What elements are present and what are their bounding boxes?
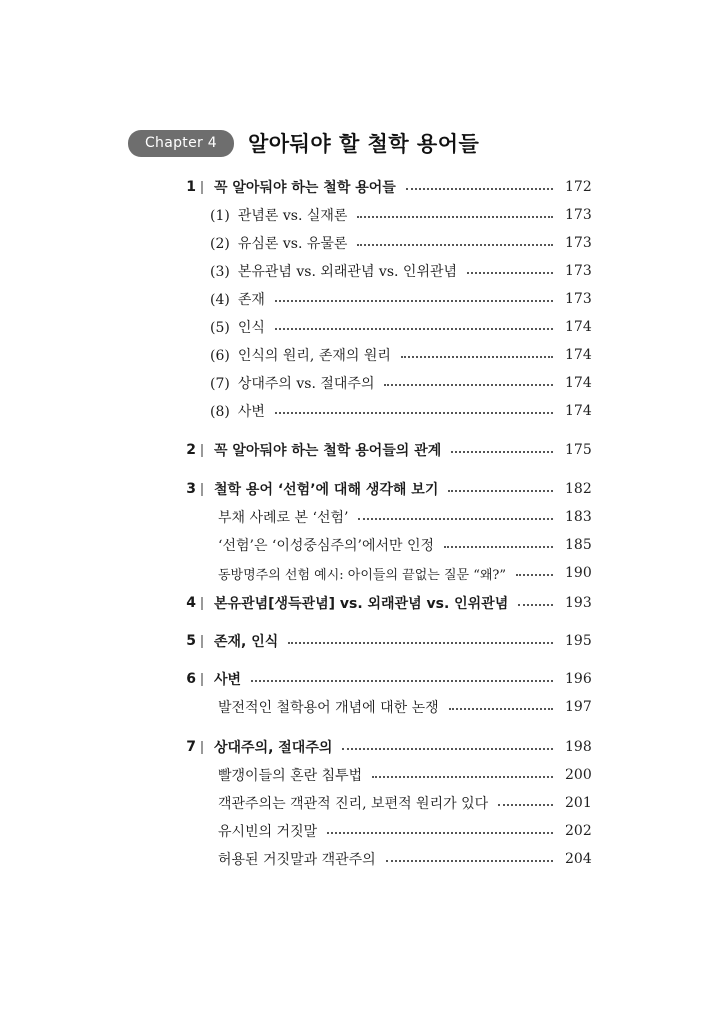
section-title: 사변 xyxy=(214,672,242,688)
toc-section-7[interactable] xyxy=(0,736,723,758)
item-title: 허용된 거짓말과 객관주의 xyxy=(218,852,376,868)
toc-item[interactable] xyxy=(0,400,723,422)
page-number: 190 xyxy=(565,565,592,581)
page-number: 175 xyxy=(565,442,592,458)
toc-item[interactable] xyxy=(0,260,723,282)
dot-leader xyxy=(372,776,553,778)
dot-leader xyxy=(498,804,553,806)
chapter-badge: Chapter 4 xyxy=(128,130,234,157)
section-number: 3 xyxy=(186,481,196,497)
toc-item[interactable] xyxy=(0,316,723,338)
dot-leader xyxy=(251,680,553,682)
item-title: 부채 사례로 본 ‘선험’ xyxy=(218,510,349,526)
page-number: 204 xyxy=(565,851,592,867)
item-title: 본유관념 vs. 외래관념 vs. 인위관념 xyxy=(237,264,458,280)
item-tag: (5) xyxy=(210,320,230,336)
section-number: 4 xyxy=(186,595,196,611)
dot-leader xyxy=(288,642,553,644)
page-number: 173 xyxy=(565,263,592,279)
item-title: 인식 xyxy=(237,320,265,336)
section-title: 꼭 알아둬야 하는 철학 용어들의 관계 xyxy=(214,443,442,459)
section-number: 6 xyxy=(186,671,196,687)
page-number: 173 xyxy=(565,291,592,307)
page-number: 174 xyxy=(565,347,592,363)
page-number: 173 xyxy=(565,235,592,251)
item-title: 유심론 vs. 유물론 xyxy=(237,236,348,252)
dot-leader xyxy=(357,244,553,246)
toc-item[interactable] xyxy=(0,288,723,310)
dot-leader xyxy=(406,188,553,190)
toc-section-1[interactable] xyxy=(0,176,723,198)
section-divider xyxy=(201,181,203,194)
section-divider xyxy=(201,483,203,496)
page-number: 185 xyxy=(565,537,592,553)
section-divider xyxy=(201,741,203,754)
item-title: ‘선험’은 ‘이성중심주의’에서만 인정 xyxy=(218,538,435,554)
page-number: 200 xyxy=(565,767,592,783)
section-divider xyxy=(201,444,203,457)
item-tag: (3) xyxy=(210,264,230,280)
section-number: 2 xyxy=(186,442,196,458)
dot-leader xyxy=(384,384,553,386)
item-tag: (6) xyxy=(210,348,230,364)
dot-leader xyxy=(275,300,553,302)
dot-leader xyxy=(401,356,553,358)
dot-leader xyxy=(449,708,553,710)
toc-item[interactable] xyxy=(0,848,723,870)
page-number: 197 xyxy=(565,699,592,715)
toc-item[interactable] xyxy=(0,204,723,226)
page-number: 196 xyxy=(565,671,592,687)
toc-section-5[interactable] xyxy=(0,630,723,652)
page-number: 174 xyxy=(565,403,592,419)
toc-item[interactable] xyxy=(0,534,723,556)
dot-leader xyxy=(451,451,553,453)
page-number: 201 xyxy=(565,795,592,811)
dot-leader xyxy=(275,328,553,330)
dot-leader xyxy=(467,272,553,274)
page-number: 202 xyxy=(565,823,592,839)
section-number: 1 xyxy=(186,179,196,195)
item-title: 발전적인 철학용어 개념에 대한 논쟁 xyxy=(218,700,439,716)
section-title: 본유관념[생득관념] vs. 외래관념 vs. 인위관념 xyxy=(214,596,509,612)
page-number: 195 xyxy=(565,633,592,649)
dot-leader xyxy=(386,860,553,862)
page-number: 183 xyxy=(565,509,592,525)
item-title: 관념론 vs. 실재론 xyxy=(237,208,348,224)
item-tag: (8) xyxy=(210,404,230,420)
page-number: 193 xyxy=(565,595,592,611)
section-title: 철학 용어 ‘선험’에 대해 생각해 보기 xyxy=(214,482,439,498)
toc-item[interactable] xyxy=(0,506,723,528)
section-title: 꼭 알아둬야 하는 철학 용어들 xyxy=(214,180,396,196)
toc-item[interactable] xyxy=(0,372,723,394)
section-title: 상대주의, 절대주의 xyxy=(214,740,333,756)
section-divider xyxy=(201,597,203,610)
section-number: 7 xyxy=(186,739,196,755)
dot-leader xyxy=(358,518,553,520)
item-title: 인식의 원리, 존재의 원리 xyxy=(237,348,391,364)
dot-leader xyxy=(342,748,553,750)
toc-section-2[interactable] xyxy=(0,439,723,461)
section-number: 5 xyxy=(186,633,196,649)
page-number: 173 xyxy=(565,207,592,223)
toc-item[interactable] xyxy=(0,562,723,584)
toc-section-4[interactable] xyxy=(0,592,723,614)
page-number: 174 xyxy=(565,319,592,335)
toc-item[interactable] xyxy=(0,232,723,254)
toc-item[interactable] xyxy=(0,344,723,366)
section-divider xyxy=(201,673,203,686)
item-tag: (4) xyxy=(210,292,230,308)
item-title: 빨갱이들의 혼란 침투법 xyxy=(218,768,363,784)
section-divider xyxy=(201,635,203,648)
item-title: 동방명주의 선험 예시: 아이들의 끝없는 질문 “왜?” xyxy=(218,567,507,583)
dot-leader xyxy=(357,216,553,218)
page-number: 174 xyxy=(565,375,592,391)
page-number: 172 xyxy=(565,179,592,195)
dot-leader xyxy=(518,604,553,606)
item-tag: (2) xyxy=(210,236,230,252)
toc-item[interactable] xyxy=(0,792,723,814)
item-tag: (1) xyxy=(210,208,230,224)
dot-leader xyxy=(516,574,553,576)
toc-section-3[interactable] xyxy=(0,478,723,500)
chapter-title: 알아둬야 할 철학 용어들 xyxy=(248,132,480,156)
dot-leader xyxy=(448,490,553,492)
page-number: 198 xyxy=(565,739,592,755)
item-title: 존재 xyxy=(237,292,265,308)
toc-item[interactable] xyxy=(0,696,723,718)
item-title: 상대주의 vs. 절대주의 xyxy=(237,376,375,392)
toc-section-6[interactable] xyxy=(0,668,723,690)
dot-leader xyxy=(327,832,553,834)
item-title: 유시빈의 거짓말 xyxy=(218,824,318,840)
item-title: 객관주의는 객관적 진리, 보편적 원리가 있다 xyxy=(218,796,489,812)
item-title: 사변 xyxy=(237,404,265,420)
dot-leader xyxy=(444,546,553,548)
toc-item[interactable] xyxy=(0,820,723,842)
page-number: 182 xyxy=(565,481,592,497)
section-title: 존재, 인식 xyxy=(214,634,279,650)
item-tag: (7) xyxy=(210,376,230,392)
dot-leader xyxy=(275,412,553,414)
toc-item[interactable] xyxy=(0,764,723,786)
